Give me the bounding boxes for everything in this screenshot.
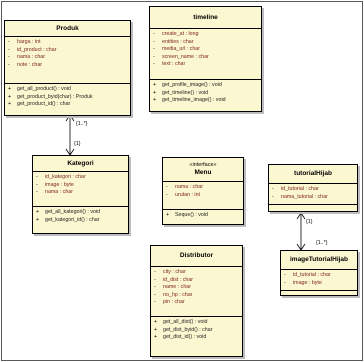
attribute-text: nama : char [17,54,45,61]
attribute-text: id_kategori : char [45,174,86,180]
method-row [153,82,258,90]
attribute-text: text : char [162,61,186,68]
method-text: get_dist_byid() : char [163,326,213,333]
visibility-marker: - [154,299,156,306]
visibility-marker: + [8,86,12,92]
methods-section [163,209,243,221]
attribute-text: id_product : char [17,46,57,53]
method-text: get_product_byid(char) : Produk [17,93,93,100]
method-row [153,90,258,98]
method-row [8,101,127,109]
method-row [154,334,239,342]
visibility-marker: - [8,39,10,45]
attribute-row [36,174,125,182]
method-row [153,97,258,105]
visibility-marker: + [154,334,158,341]
methods-section [5,83,130,110]
method-row [166,212,240,220]
visibility-marker: - [36,189,38,196]
visibility-marker: + [166,212,170,218]
method-text: get_dist_id() : void [163,334,207,341]
class-timeline[interactable] [149,6,262,112]
methods-section [33,206,128,225]
method-row [36,217,125,225]
attribute-row [8,47,127,55]
attribute-row [153,39,258,47]
visibility-marker: - [153,46,155,53]
attribute-row [36,182,125,190]
attribute-row [153,61,258,69]
visibility-marker: + [36,216,40,223]
visibility-marker: - [8,61,10,68]
methods-section [281,290,357,295]
attribute-row [8,54,127,62]
class-name [150,7,261,29]
methods-section [269,204,357,211]
visibility-marker: - [154,276,156,283]
visibility-marker: + [153,82,157,88]
attribute-text: urutan : int [175,191,201,198]
visibility-marker: - [153,31,155,37]
attribute-text: nama_tutorial : char [281,193,328,200]
attribute-row [154,292,239,300]
attribute-text: no_hp : char [163,291,193,298]
class-title: tutorialHijab [294,170,332,177]
method-text: get_all_dist() : void [163,319,208,325]
attribute-text: screen_name : char [162,53,209,60]
class-title: Produk [56,24,79,32]
multiplicity-tutorial-image-top: {1} [306,219,313,225]
class-name [163,158,243,182]
method-text: get_product_id() : char [17,101,71,108]
visibility-marker: - [153,61,155,68]
method-text: get_timeline_image() : void [162,97,226,104]
visibility-marker: + [153,97,157,104]
attribute-row [153,31,258,39]
class-name [5,21,130,37]
attribute-text: nama : char [175,184,203,190]
attribute-text: city : char [163,269,186,275]
visibility-marker: - [153,53,155,60]
attributes-section [269,184,357,204]
attribute-text: image : byte [45,181,74,188]
attribute-text: image : byte [293,279,322,286]
attribute-row [154,277,239,285]
methods-section [151,316,242,343]
attribute-row [154,284,239,292]
method-text: get_all_kategori() : void [45,209,101,215]
class-tutorial-hijab[interactable] [268,164,358,212]
attribute-text: entities : char [162,38,194,45]
class-name [151,246,242,267]
attribute-text: name : char [163,284,191,291]
attribute-row [284,280,354,288]
attribute-row [36,189,125,197]
method-row [8,86,127,94]
visibility-marker: - [8,54,10,61]
visibility-marker: - [36,181,38,188]
visibility-marker: - [154,291,156,298]
attributes-section [33,172,128,206]
visibility-marker: - [284,279,286,286]
stereotype-label: «interface» [189,162,217,168]
class-image-tutorial-hijab[interactable] [280,250,358,296]
visibility-marker: - [166,184,168,190]
attribute-row [8,39,127,47]
attribute-row [153,46,258,54]
attribute-row [272,186,354,194]
attribute-text: media_url : char [162,46,200,53]
method-text: Seque() : void [175,212,208,218]
multiplicity-tutorial-image-bottom: {1..*} [316,240,328,246]
visibility-marker: - [153,38,155,45]
visibility-marker: - [166,191,168,198]
attributes-section [150,29,261,79]
method-text: get_all_product() : void [17,86,71,92]
attribute-row [166,192,240,200]
attribute-row [272,194,354,202]
visibility-marker: - [272,193,274,200]
class-title: Menu [194,169,212,176]
visibility-marker: + [154,326,158,333]
method-text: get_profile_image() : void [162,82,222,88]
attributes-section [281,270,357,290]
method-row [154,327,239,335]
attributes-section [151,267,242,316]
class-kategori[interactable] [32,155,129,234]
attributes-section [5,37,130,83]
method-row [36,209,125,217]
attribute-text: create_at : long [162,31,199,37]
visibility-marker: + [8,101,12,108]
attribute-row [154,269,239,277]
attribute-text: id_tutorial : char [281,186,319,192]
attribute-text: nama : char [45,189,73,196]
visibility-marker: - [154,269,156,275]
visibility-marker: + [8,93,12,100]
visibility-marker: - [284,272,286,278]
attribute-row [166,184,240,192]
method-row [154,319,239,327]
class-name [269,165,357,184]
class-produk[interactable] [4,20,131,116]
visibility-marker: - [8,46,10,53]
attribute-text: id_tutorial : char [293,272,331,278]
attribute-row [154,299,239,307]
attribute-text: note : char [17,61,43,68]
visibility-marker: + [153,89,157,96]
attribute-row [8,62,127,70]
class-name [281,251,357,270]
attribute-text: pin : char [163,299,185,306]
multiplicity-produk-kategori-top: {1..*} [76,121,88,127]
visibility-marker: + [36,209,40,215]
method-text: get_kategori_id() : char [45,216,100,223]
multiplicity-produk-kategori-bottom: {1} [74,141,81,147]
attribute-row [284,272,354,280]
class-distributor[interactable] [150,245,243,357]
visibility-marker: - [272,186,274,192]
visibility-marker: - [36,174,38,180]
attribute-row [153,54,258,62]
class-title: timeline [193,13,218,21]
method-row [8,94,127,102]
class-title: imageTutorialHijab [289,256,349,263]
methods-section [150,79,261,106]
attribute-text: id_dist : char [163,276,194,283]
attributes-section [163,182,243,209]
visibility-marker: - [154,284,156,291]
class-title: Distributor [179,252,214,259]
class-title: Kategori [67,159,94,167]
method-text: get_timeline() : void [162,89,209,96]
attribute-text: harga : int [17,39,41,45]
interface-menu[interactable] [162,157,244,225]
class-name [33,156,128,172]
visibility-marker: + [154,319,158,325]
